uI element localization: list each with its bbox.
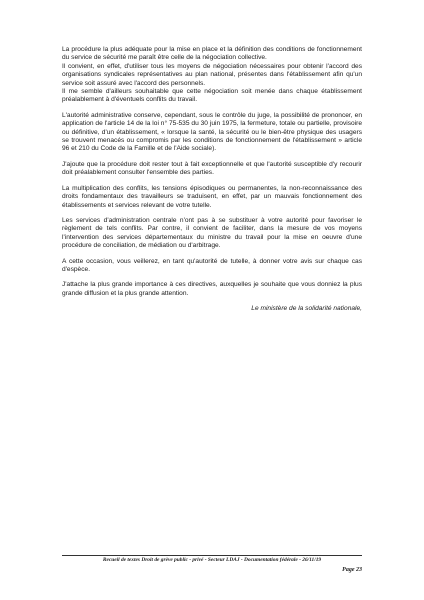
paragraph-line: Il convient, en effet, d'utiliser tous les moyens de négociation nécessaires pour obtenir l'accord des organisations syndicales représentatives au plan national, présentes dans l'établissement afin qu'un service soit assuré avec l'accord des personnels. <box>62 62 362 87</box>
paragraph-exceptional-procedure <box>62 161 362 178</box>
paragraph-line: La multiplication des conflits, les tensions épisodiques ou permanentes, la non-reconnaissance des droits fondamentaux des travailleurs se traduisent, en effet, par un mauvais fonctionnement des établissements et services relevant de votre tutelle. <box>62 184 362 209</box>
footer-text: Recueil de textes Droit de grève public - privé - Secteur LDAJ - Documentation fédérale - 26/11/19 <box>102 557 322 563</box>
paragraph-central-services <box>62 217 362 251</box>
paragraph-administrative-authority <box>62 112 362 154</box>
paragraph-conflicts <box>62 185 362 210</box>
paragraph-tutelle-opinion <box>62 258 362 275</box>
footer-divider <box>62 555 362 556</box>
page-number: Page 23 <box>342 567 362 573</box>
paragraph-line: La procédure la plus adéquate pour la mise en place et la définition des conditions de fonctionnement du service de sécurité me paraît être celle de la négociation collective. <box>62 46 362 62</box>
paragraph-line: Les services d'administration centrale n'ont pas à se substituer à votre autorité pour favoriser le règlement de tels conflits. Par contre, il convient de faciliter, dans la mesure de vos moyens l'intervention des services départementaux du ministre du travail pour la mise en oeuvre d'une procédure de conciliation, de médiation ou d'arbitrage. <box>62 216 362 250</box>
paragraph-line: J'attache la plus grande importance à ces directives, auxquelles je souhaite que vous donniez la plus grande diffusion et la plus grande attention. <box>62 281 362 297</box>
paragraph-line: J'ajoute que la procédure doit rester tout à fait exceptionnelle et que l'autorité susceptible d'y recourir doit préalablement consulter l'ensemble des parties. <box>62 160 362 177</box>
document-body <box>62 46 362 321</box>
paragraph-line: L'autorité administrative conserve, cependant, sous le contrôle du juge, la possibilité de prononcer, en application de l'article 14 de la loi n° 75-535 du 30 juin 1975, la fermeture, totale ou partielle, provisoire ou définitive, d'un établissement, « lorsque la santé, la sécurité ou le bien-être physique des usagers se trouvent menacés ou compromis par les conditions de fonctionnement de l'établissement » article 96 et 210 du Code de la Famille et de l'Aide sociale). <box>62 111 362 153</box>
signature: Le ministère de la solidarité nationale, <box>251 305 362 313</box>
paragraph-directives <box>62 281 362 298</box>
paragraph-security-service <box>62 46 362 105</box>
paragraph-line: Il me semble d'ailleurs souhaitable que cette négociation soit menée dans chaque établissement préalablement à d'éventuels conflits du travail. <box>62 88 362 104</box>
paragraph-line: A cette occasion, vous veillerez, en tant qu'autorité de tutelle, à donner votre avis sur chaque cas d'espèce. <box>62 257 362 273</box>
